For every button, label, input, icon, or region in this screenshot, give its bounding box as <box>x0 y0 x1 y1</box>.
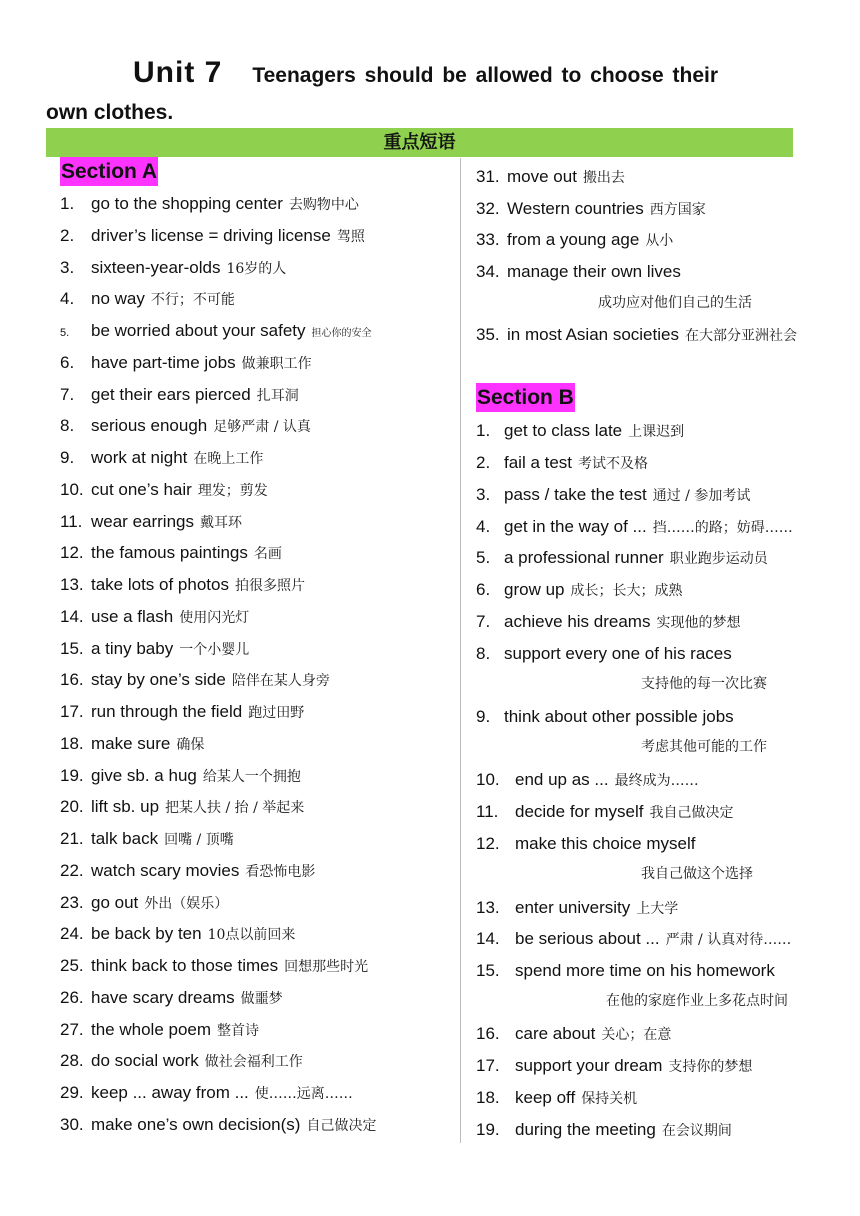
phrase-english: decide for myself <box>515 802 644 821</box>
phrase-chinese: 外出（娱乐） <box>144 895 229 912</box>
phrase-english: work at night <box>91 448 188 467</box>
phrase-item <box>476 545 768 571</box>
phrase-english: do social work <box>91 1051 199 1071</box>
phrase-number: 30. <box>60 1114 84 1134</box>
phrase-item <box>60 794 304 820</box>
phrase-english: end up as ... <box>515 770 609 789</box>
phrase-english: stay by one’s side <box>91 670 226 690</box>
phrase-item <box>60 667 330 693</box>
phrase-item <box>60 699 304 725</box>
phrase-number: 33. <box>476 230 500 249</box>
phrase-english: use a flash <box>91 606 174 626</box>
phrase-english: make one’s own decision(s) <box>91 1114 301 1134</box>
phrase-chinese: 保持关机 <box>581 1091 638 1107</box>
phrase-english: keep ... away from ... <box>91 1083 249 1102</box>
phrase-number: 19. <box>60 765 84 785</box>
phrase-chinese: 驾照 <box>336 228 365 245</box>
phrase-chinese: 给某人一个拥抱 <box>202 768 301 785</box>
phrase-chinese: 陪伴在某人身旁 <box>231 673 330 690</box>
phrase-item <box>60 921 295 947</box>
phrase-number: 22. <box>60 860 84 880</box>
phrase-english: think back to those times <box>91 956 279 975</box>
phrase-chinese: 在他的家庭作业上多花点时间 <box>606 993 788 1009</box>
phrase-item <box>476 767 699 793</box>
phrase-item <box>60 1080 353 1106</box>
section-b-heading: Section B <box>476 383 575 412</box>
phrase-number: 3. <box>60 257 75 277</box>
phrase-number: 28. <box>60 1051 84 1071</box>
phrase-number: 26. <box>60 987 84 1007</box>
phrase-number: 16. <box>476 1024 500 1043</box>
phrase-chinese: 西方国家 <box>649 202 706 218</box>
phrase-chinese: 担心你的安全 <box>311 328 372 339</box>
phrase-item <box>60 572 305 598</box>
phrase-english: make sure <box>91 733 171 753</box>
phrase-number: 4. <box>476 517 491 536</box>
phrase-english: keep off <box>515 1088 576 1107</box>
phrase-item <box>60 1112 376 1138</box>
phrase-item <box>60 286 235 312</box>
phrase-item <box>476 958 775 984</box>
phrase-item <box>476 577 682 603</box>
phrase-number: 14. <box>60 606 84 626</box>
phrase-number: 10. <box>60 479 84 499</box>
phrase-item <box>476 926 791 952</box>
phrase-chinese: 整首诗 <box>217 1022 260 1039</box>
phrase-item <box>476 227 673 253</box>
phrase-english: pass / take the test <box>504 485 647 504</box>
phrase-english: sixteen-year-olds <box>91 257 221 277</box>
page-title <box>133 56 833 90</box>
phrase-english: enter university <box>515 898 631 917</box>
phrase-number: 8. <box>60 416 75 436</box>
phrase-english: have scary dreams <box>91 987 235 1007</box>
phrase-item <box>476 799 734 825</box>
phrase-number: 10. <box>476 770 500 789</box>
phrase-english: manage their own lives <box>507 262 681 281</box>
phrase-item <box>60 953 368 979</box>
phrase-chinese: 职业跑步运动员 <box>669 551 768 567</box>
title-text-continued: own clothes. <box>46 101 174 124</box>
phrase-english: in most Asian societies <box>507 325 679 344</box>
phrase-item <box>476 259 681 285</box>
phrase-number: 11. <box>476 802 499 821</box>
phrase-number: 11. <box>60 511 83 531</box>
phrase-chinese: 戴耳环 <box>200 514 242 531</box>
phrase-english: move out <box>507 167 577 186</box>
phrase-number: 8. <box>476 644 491 663</box>
phrase-number: 15. <box>60 638 84 658</box>
column-divider <box>460 158 461 1143</box>
phrase-item <box>60 1017 259 1043</box>
phrase-item <box>60 382 299 408</box>
phrase-chinese: 确保 <box>176 736 205 753</box>
phrase-chinese: 严肃 / 认真对待…… <box>665 932 792 948</box>
phrase-number: 6. <box>476 580 491 599</box>
phrase-number: 16. <box>60 670 84 690</box>
phrase-number: 2. <box>60 225 75 245</box>
phrase-english: achieve his dreams <box>504 612 651 631</box>
phrase-english: the whole poem <box>91 1019 212 1039</box>
phrase-english: wear earrings <box>91 511 194 531</box>
phrase-number: 7. <box>476 612 491 631</box>
phrase-english: talk back <box>91 829 159 848</box>
phrase-english: give sb. a hug <box>91 765 197 785</box>
phrase-chinese: 不行；不可能 <box>150 292 235 309</box>
phrase-number: 32. <box>476 199 500 218</box>
phrase-number: 2. <box>476 453 491 472</box>
phrase-chinese: 在大部分亚洲社会 <box>684 328 797 344</box>
phrase-english: no way <box>91 289 145 309</box>
phrase-chinese: 10点以前回来 <box>207 927 296 944</box>
phrase-number: 18. <box>476 1088 500 1107</box>
phrase-english: support every one of his races <box>504 644 732 663</box>
phrase-english: have part-time jobs <box>91 352 236 372</box>
phrase-number: 29. <box>60 1083 84 1102</box>
phrase-item <box>476 322 797 348</box>
phrase-number: 5. <box>476 548 491 567</box>
phrase-english: fail a test <box>504 453 573 472</box>
phrase-item <box>60 604 249 630</box>
phrase-item <box>60 763 301 789</box>
phrase-english: get in the way of ... <box>504 517 647 536</box>
phrase-chinese: 做社会福利工作 <box>204 1054 303 1071</box>
phrase-item <box>476 831 695 857</box>
phrase-chinese: 把某人扶 / 抬 / 举起来 <box>165 800 305 817</box>
phrase-english: watch scary movies <box>91 860 240 880</box>
phrase-item <box>476 418 684 444</box>
phrase-english: a tiny baby <box>91 638 174 658</box>
phrase-number: 12. <box>476 834 500 853</box>
phrase-chinese: 做噩梦 <box>240 990 283 1007</box>
phrase-chinese: 去购物中心 <box>288 197 359 213</box>
phrase-item <box>476 895 678 921</box>
phrase-chinese: 支持你的梦想 <box>668 1059 753 1075</box>
phrase-english: run through the field <box>91 702 243 721</box>
phrase-number: 17. <box>476 1056 500 1075</box>
phrase-number: 19. <box>476 1120 500 1139</box>
phrase-english: support your dream <box>515 1056 663 1075</box>
phrase-number: 35. <box>476 325 500 344</box>
phrase-chinese: 关心；在意 <box>601 1027 672 1043</box>
phrase-item <box>60 826 234 852</box>
phrase-english: from a young age <box>507 230 640 249</box>
phrase-item <box>60 1048 303 1074</box>
phrase-chinese: 支持他的每一次比赛 <box>641 676 767 692</box>
phrase-number: 5. <box>60 327 70 339</box>
phrase-number: 1. <box>476 421 491 440</box>
phrase-chinese: 成功应对他们自己的生活 <box>598 295 752 311</box>
phrase-chinese: 最终成为…… <box>614 773 699 789</box>
phrase-item <box>60 985 283 1011</box>
phrase-english: take lots of photos <box>91 575 229 594</box>
phrase-number: 15. <box>476 961 500 980</box>
phrase-english: go to the shopping center <box>91 194 283 213</box>
phrase-number: 6. <box>60 352 75 372</box>
phrase-english: spend more time on his homework <box>515 961 775 980</box>
phrase-item <box>60 350 312 376</box>
phrase-number: 1. <box>60 194 75 213</box>
phrase-english: care about <box>515 1024 596 1043</box>
phrase-english: go out <box>91 892 139 912</box>
phrase-chinese: 我自己做决定 <box>649 805 734 821</box>
phrase-item <box>60 636 249 662</box>
phrase-chinese: 足够严肃 / 认真 <box>213 419 311 436</box>
phrase-chinese: 16岁的人 <box>226 260 287 277</box>
phrase-item <box>60 509 242 535</box>
phrase-item <box>476 641 732 667</box>
phrase-chinese: 做兼职工作 <box>241 355 312 372</box>
phrase-item <box>60 445 263 471</box>
phrase-number: 27. <box>60 1019 84 1039</box>
phrase-number: 13. <box>476 898 500 917</box>
phrase-number: 21. <box>60 829 84 848</box>
phrase-english: think about other possible jobs <box>504 707 734 726</box>
phrase-item <box>60 318 372 344</box>
phrase-english: be worried about your safety <box>91 321 306 340</box>
phrase-number: 9. <box>476 707 491 726</box>
phrase-chinese: 回想那些时光 <box>284 959 369 975</box>
phrase-item <box>476 609 740 635</box>
phrase-item <box>60 477 268 503</box>
phrase-item <box>60 890 228 916</box>
phrase-chinese: 成长；长大；成熟 <box>570 583 683 599</box>
phrase-number: 23. <box>60 892 84 912</box>
phrase-english: driver’s license = driving license <box>91 225 331 245</box>
phrase-chinese: 回嘴 / 顶嘴 <box>164 832 234 848</box>
phrase-chinese: 扎耳洞 <box>256 387 299 404</box>
phrase-english: get their ears pierced <box>91 384 251 404</box>
phrase-chinese: 通过 / 参加考试 <box>652 488 751 504</box>
phrase-english: be back by ten <box>91 924 202 944</box>
phrase-english: a professional runner <box>504 548 664 567</box>
phrase-number: 34. <box>476 262 500 281</box>
phrase-number: 24. <box>60 924 84 944</box>
phrase-chinese: 考虑其他可能的工作 <box>641 739 767 755</box>
phrase-chinese: 一个小婴儿 <box>179 641 250 658</box>
phrase-chinese: 实现他的梦想 <box>656 615 741 631</box>
phrase-item <box>476 450 648 476</box>
phrase-item <box>476 164 625 190</box>
phrase-chinese: 挡……的路；妨碍…… <box>652 520 793 536</box>
phrase-item <box>60 191 359 217</box>
phrase-english: get to class late <box>504 421 623 440</box>
phrase-number: 9. <box>60 448 75 467</box>
phrase-item <box>60 731 204 757</box>
phrase-chinese: 在会议期间 <box>661 1123 732 1139</box>
phrase-chinese: 考试不及格 <box>578 456 649 472</box>
phrase-number: 4. <box>60 289 75 309</box>
phrase-number: 3. <box>476 485 491 504</box>
phrase-chinese: 跑过田野 <box>248 705 305 721</box>
phrase-english: during the meeting <box>515 1120 656 1139</box>
phrase-chinese: 从小 <box>645 233 674 249</box>
phrase-number: 13. <box>60 575 84 594</box>
phrase-chinese: 使……远离…… <box>254 1086 353 1102</box>
phrase-english: cut one’s hair <box>91 479 192 499</box>
key-phrases-banner: 重点短语 <box>46 128 793 157</box>
phrase-english: be serious about ... <box>515 929 660 948</box>
phrase-item <box>476 704 734 730</box>
phrase-number: 17. <box>60 702 84 721</box>
phrase-item <box>60 413 311 439</box>
phrase-chinese: 拍很多照片 <box>234 578 305 594</box>
phrase-item <box>476 514 793 540</box>
phrase-chinese: 名画 <box>253 546 282 563</box>
phrase-item <box>476 1117 732 1143</box>
phrase-number: 20. <box>60 797 84 817</box>
phrase-english: the famous paintings <box>91 543 248 563</box>
phrase-english: serious enough <box>91 416 208 436</box>
phrase-english: make this choice myself <box>515 834 696 853</box>
section-a-heading: Section A <box>60 157 158 186</box>
phrase-item <box>60 858 315 884</box>
phrase-item <box>476 482 750 508</box>
phrase-item <box>476 196 706 222</box>
phrase-item <box>60 223 365 249</box>
phrase-item <box>476 1021 671 1047</box>
phrase-number: 7. <box>60 384 75 404</box>
phrase-number: 31. <box>476 167 500 186</box>
phrase-number: 18. <box>60 733 84 753</box>
phrase-chinese: 看恐怖电影 <box>245 863 316 880</box>
title-text: Teenagers should be allowed to choose their <box>252 64 719 87</box>
phrase-item <box>60 540 282 566</box>
phrase-chinese: 上课迟到 <box>628 424 685 440</box>
phrase-number: 14. <box>476 929 500 948</box>
phrase-chinese: 自己做决定 <box>306 1117 377 1134</box>
phrase-chinese: 理发；剪发 <box>197 482 268 499</box>
phrase-number: 12. <box>60 543 84 563</box>
phrase-chinese: 搬出去 <box>582 170 625 186</box>
phrase-number: 25. <box>60 956 84 975</box>
phrase-english: Western countries <box>507 199 644 218</box>
phrase-chinese: 在晚上工作 <box>193 451 264 467</box>
phrase-chinese: 我自己做这个选择 <box>641 866 753 882</box>
phrase-english: lift sb. up <box>91 797 160 817</box>
phrase-english: grow up <box>504 580 565 599</box>
phrase-chinese: 使用闪光灯 <box>179 609 250 626</box>
phrase-chinese: 上大学 <box>636 901 679 917</box>
phrase-item <box>476 1085 637 1111</box>
unit-label: Unit 7 <box>133 56 223 89</box>
phrase-item <box>60 255 286 281</box>
phrase-item <box>476 1053 752 1079</box>
